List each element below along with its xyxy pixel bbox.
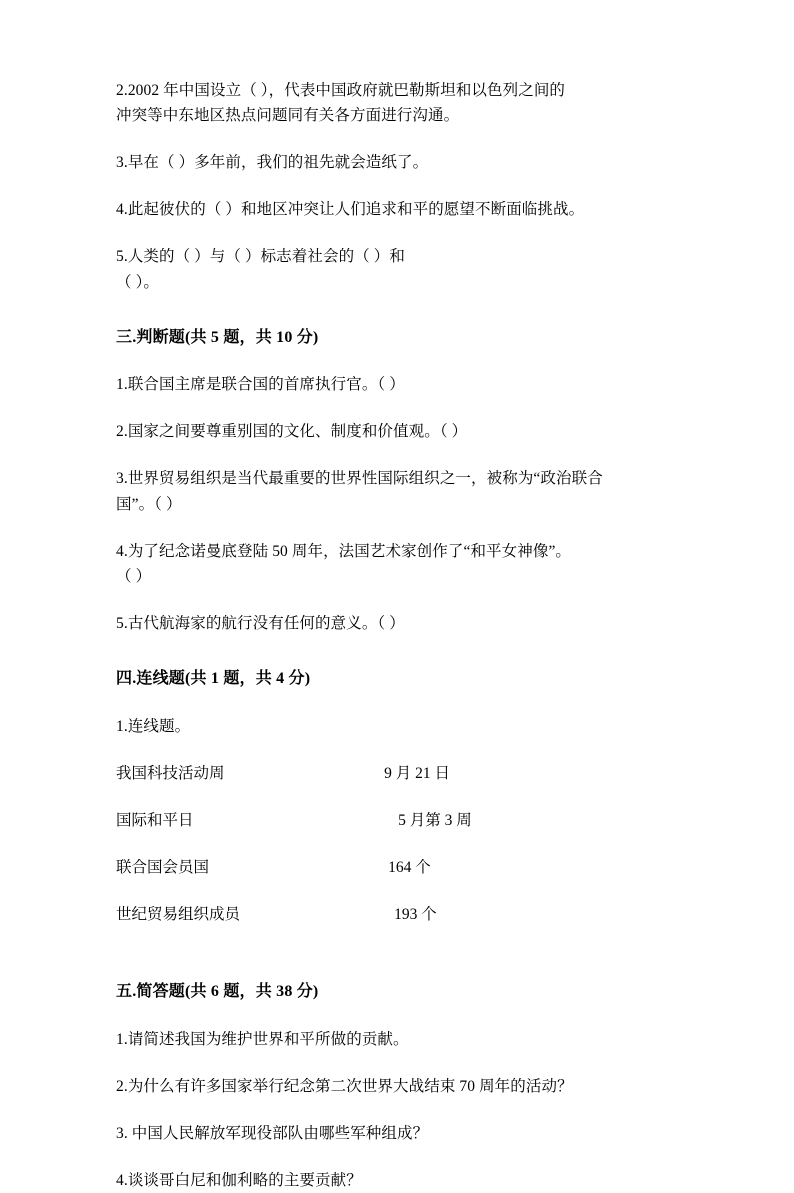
question-line: （ ） bbox=[116, 567, 152, 585]
question-tf-1 bbox=[116, 372, 678, 397]
question-sa-1: 1.请简述我国为维护世界和平所做的贡献。 bbox=[116, 1030, 409, 1048]
section-heading-short-answer: 五.简答题(共 6 题，共 38 分) bbox=[116, 983, 319, 1001]
question-line: 4.为了纪念诺曼底登陆 50 周年，法国艺术家创作了“和平女神像”。 bbox=[116, 542, 572, 560]
match-right-item: 9 月 21 日 bbox=[384, 764, 451, 782]
question-tf-3 bbox=[116, 466, 678, 516]
match-right-item: 164 个 bbox=[388, 858, 431, 876]
question-sa-3: 3. 中国人民解放军现役部队由哪些军种组成？ bbox=[116, 1124, 429, 1142]
question-fill-3 bbox=[116, 150, 678, 175]
table-row bbox=[116, 855, 678, 902]
match-left-item: 世纪贸易组织成员 bbox=[116, 906, 241, 924]
table-row bbox=[116, 808, 678, 855]
question-line: 2.国家之间要尊重别国的文化、制度和价值观。（ ） bbox=[116, 423, 468, 441]
question-line: 冲突等中东地区热点问题同有关各方面进行沟通。 bbox=[116, 107, 460, 125]
matching-prompt: 1.连线题。 bbox=[116, 717, 191, 735]
table-row bbox=[116, 761, 678, 808]
question-tf-4 bbox=[116, 539, 678, 589]
question-line: 1.联合国主席是联合国的首席执行官。（ ） bbox=[116, 376, 405, 394]
matching-table bbox=[116, 761, 678, 949]
match-right-item: 193 个 bbox=[394, 906, 437, 924]
question-line: 5.人类的（ ）与（ ）标志着社会的（ ）和 bbox=[116, 248, 405, 266]
section-heading-true-false: 三.判断题(共 5 题，共 10 分) bbox=[116, 328, 319, 346]
question-line: （ ）。 bbox=[116, 273, 160, 291]
match-right-item: 5 月第 3 周 bbox=[398, 811, 472, 829]
question-fill-2 bbox=[116, 78, 678, 128]
section-heading-matching: 四.连线题(共 1 题，共 4 分) bbox=[116, 670, 311, 688]
question-line: 国”。（ ） bbox=[116, 495, 182, 513]
match-left-item: 我国科技活动周 bbox=[116, 764, 225, 782]
question-fill-5 bbox=[116, 244, 678, 294]
question-line: 4.此起彼伏的（ ）和地区冲突让人们追求和平的愿望不断面临挑战。 bbox=[116, 201, 585, 219]
question-tf-5 bbox=[116, 611, 678, 636]
question-line: 3.世界贸易组织是当代最重要的世界性国际组织之一，被称为“政治联合 bbox=[116, 470, 603, 488]
question-line: 2.2002 年中国设立（ ），代表中国政府就巴勒斯坦和以色列之间的 bbox=[116, 82, 566, 99]
question-sa-4: 4.谈谈哥白尼和伽利略的主要贡献？ bbox=[116, 1172, 362, 1190]
match-left-item: 联合国会员国 bbox=[116, 858, 210, 876]
match-left-item: 国际和平日 bbox=[116, 811, 194, 829]
question-line: 3.早在（ ）多年前，我们的祖先就会造纸了。 bbox=[116, 154, 429, 172]
question-sa-2: 2.为什么有许多国家举行纪念第二次世界大战结束 70 周年的活动？ bbox=[116, 1077, 573, 1095]
question-tf-2 bbox=[116, 419, 678, 444]
question-line: 5.古代航海家的航行没有任何的意义。（ ） bbox=[116, 614, 405, 632]
table-row bbox=[116, 902, 678, 949]
question-fill-4 bbox=[116, 197, 678, 222]
